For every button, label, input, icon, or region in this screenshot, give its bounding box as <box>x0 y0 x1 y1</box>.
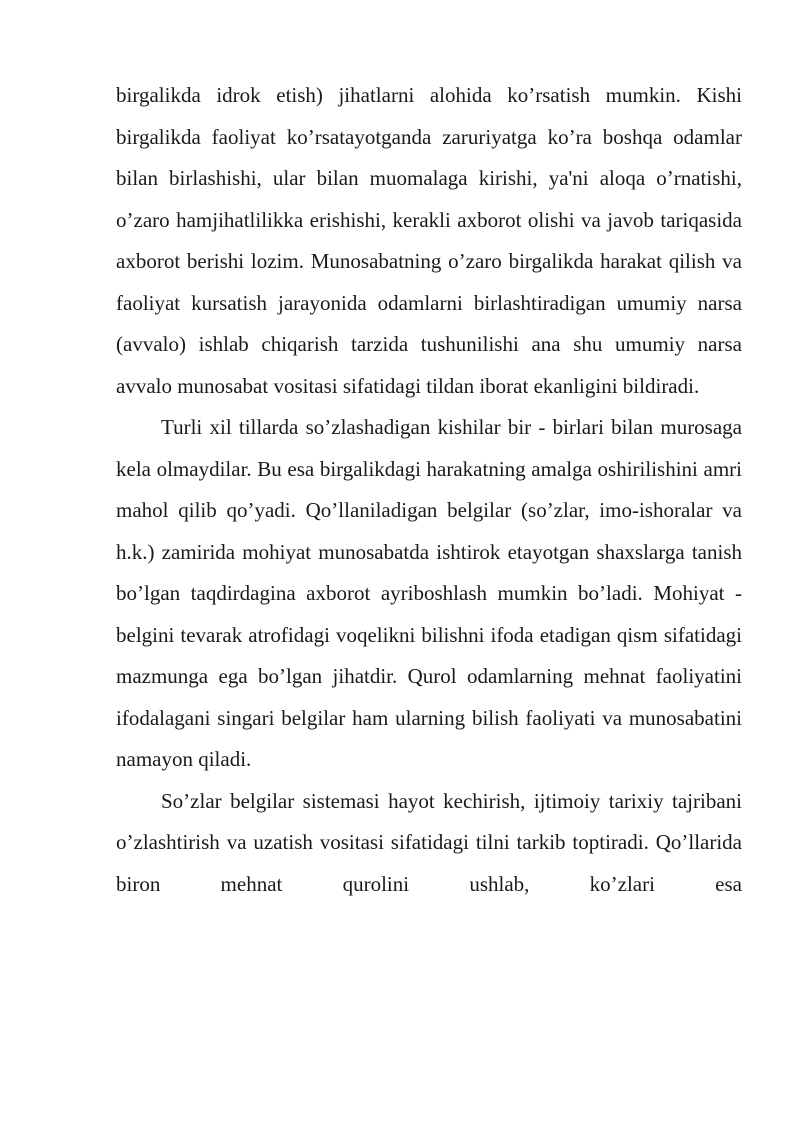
paragraph-3: So’zlar belgilar sistemasi hayot kechirish, ijtimoiy tarixiy tajribani o’zlashtirish va uzatish vositasi sifatidagi tilni tarkib toptiradi. Qo’llarida biron mehnat qurolini ushlab, ko’zlari esa <box>116 788 742 896</box>
paragraph-1: birgalikda idrok etish) jihatlarni alohida ko’rsatish mumkin. Kishi birgalikda faoliyat ko’rsatayotganda zaruriyatga ko’ra boshqa odamlar bilan birlashishi, ular bilan muomalaga kirishi, ya'ni aloqa o’rnatishi, o’zaro hamjihatlilikka erishishi, kerakli axborot olishi va javob tariqasida axborot berishi lozim. Munosabatning o’zaro birgalikda harakat qilish va faoliyat kursatish jarayonida odamlarni birlashtiradigan umumiy narsa (avvalo) ishlab chiqarish tarzida tushunilishi ana shu umumiy narsa avvalo munosabat vositasi sifatidagi tildan iborat ekanligini bildiradi. <box>116 83 742 398</box>
paragraph-2: Turli xil tillarda so’zlashadigan kishilar bir - birlari bilan murosaga kela olmaydilar. Bu esa birgalikdagi harakatning amalga oshirilishini amri mahol qilib qo’yadi. Qo’llaniladigan belgilar (so’zlar, imo-ishoralar va h.k.) zamirida mohiyat munosabatda ishtirok etayotgan shaxslarga tanish bo’lgan taqdirdagina axborot ayriboshlash mumkin bo’ladi. Mohiyat - belgini tevarak atrofidagi voqelikni bilishni ifoda etadigan qism sifatidagi mazmunga ega bo’lgan jihatdir. Qurol odamlarning mehnat faoliyatini ifodalagani singari belgilar ham ularning bilish faoliyati va munosabatini namayon qiladi. <box>116 415 742 771</box>
body-text <box>116 75 742 905</box>
